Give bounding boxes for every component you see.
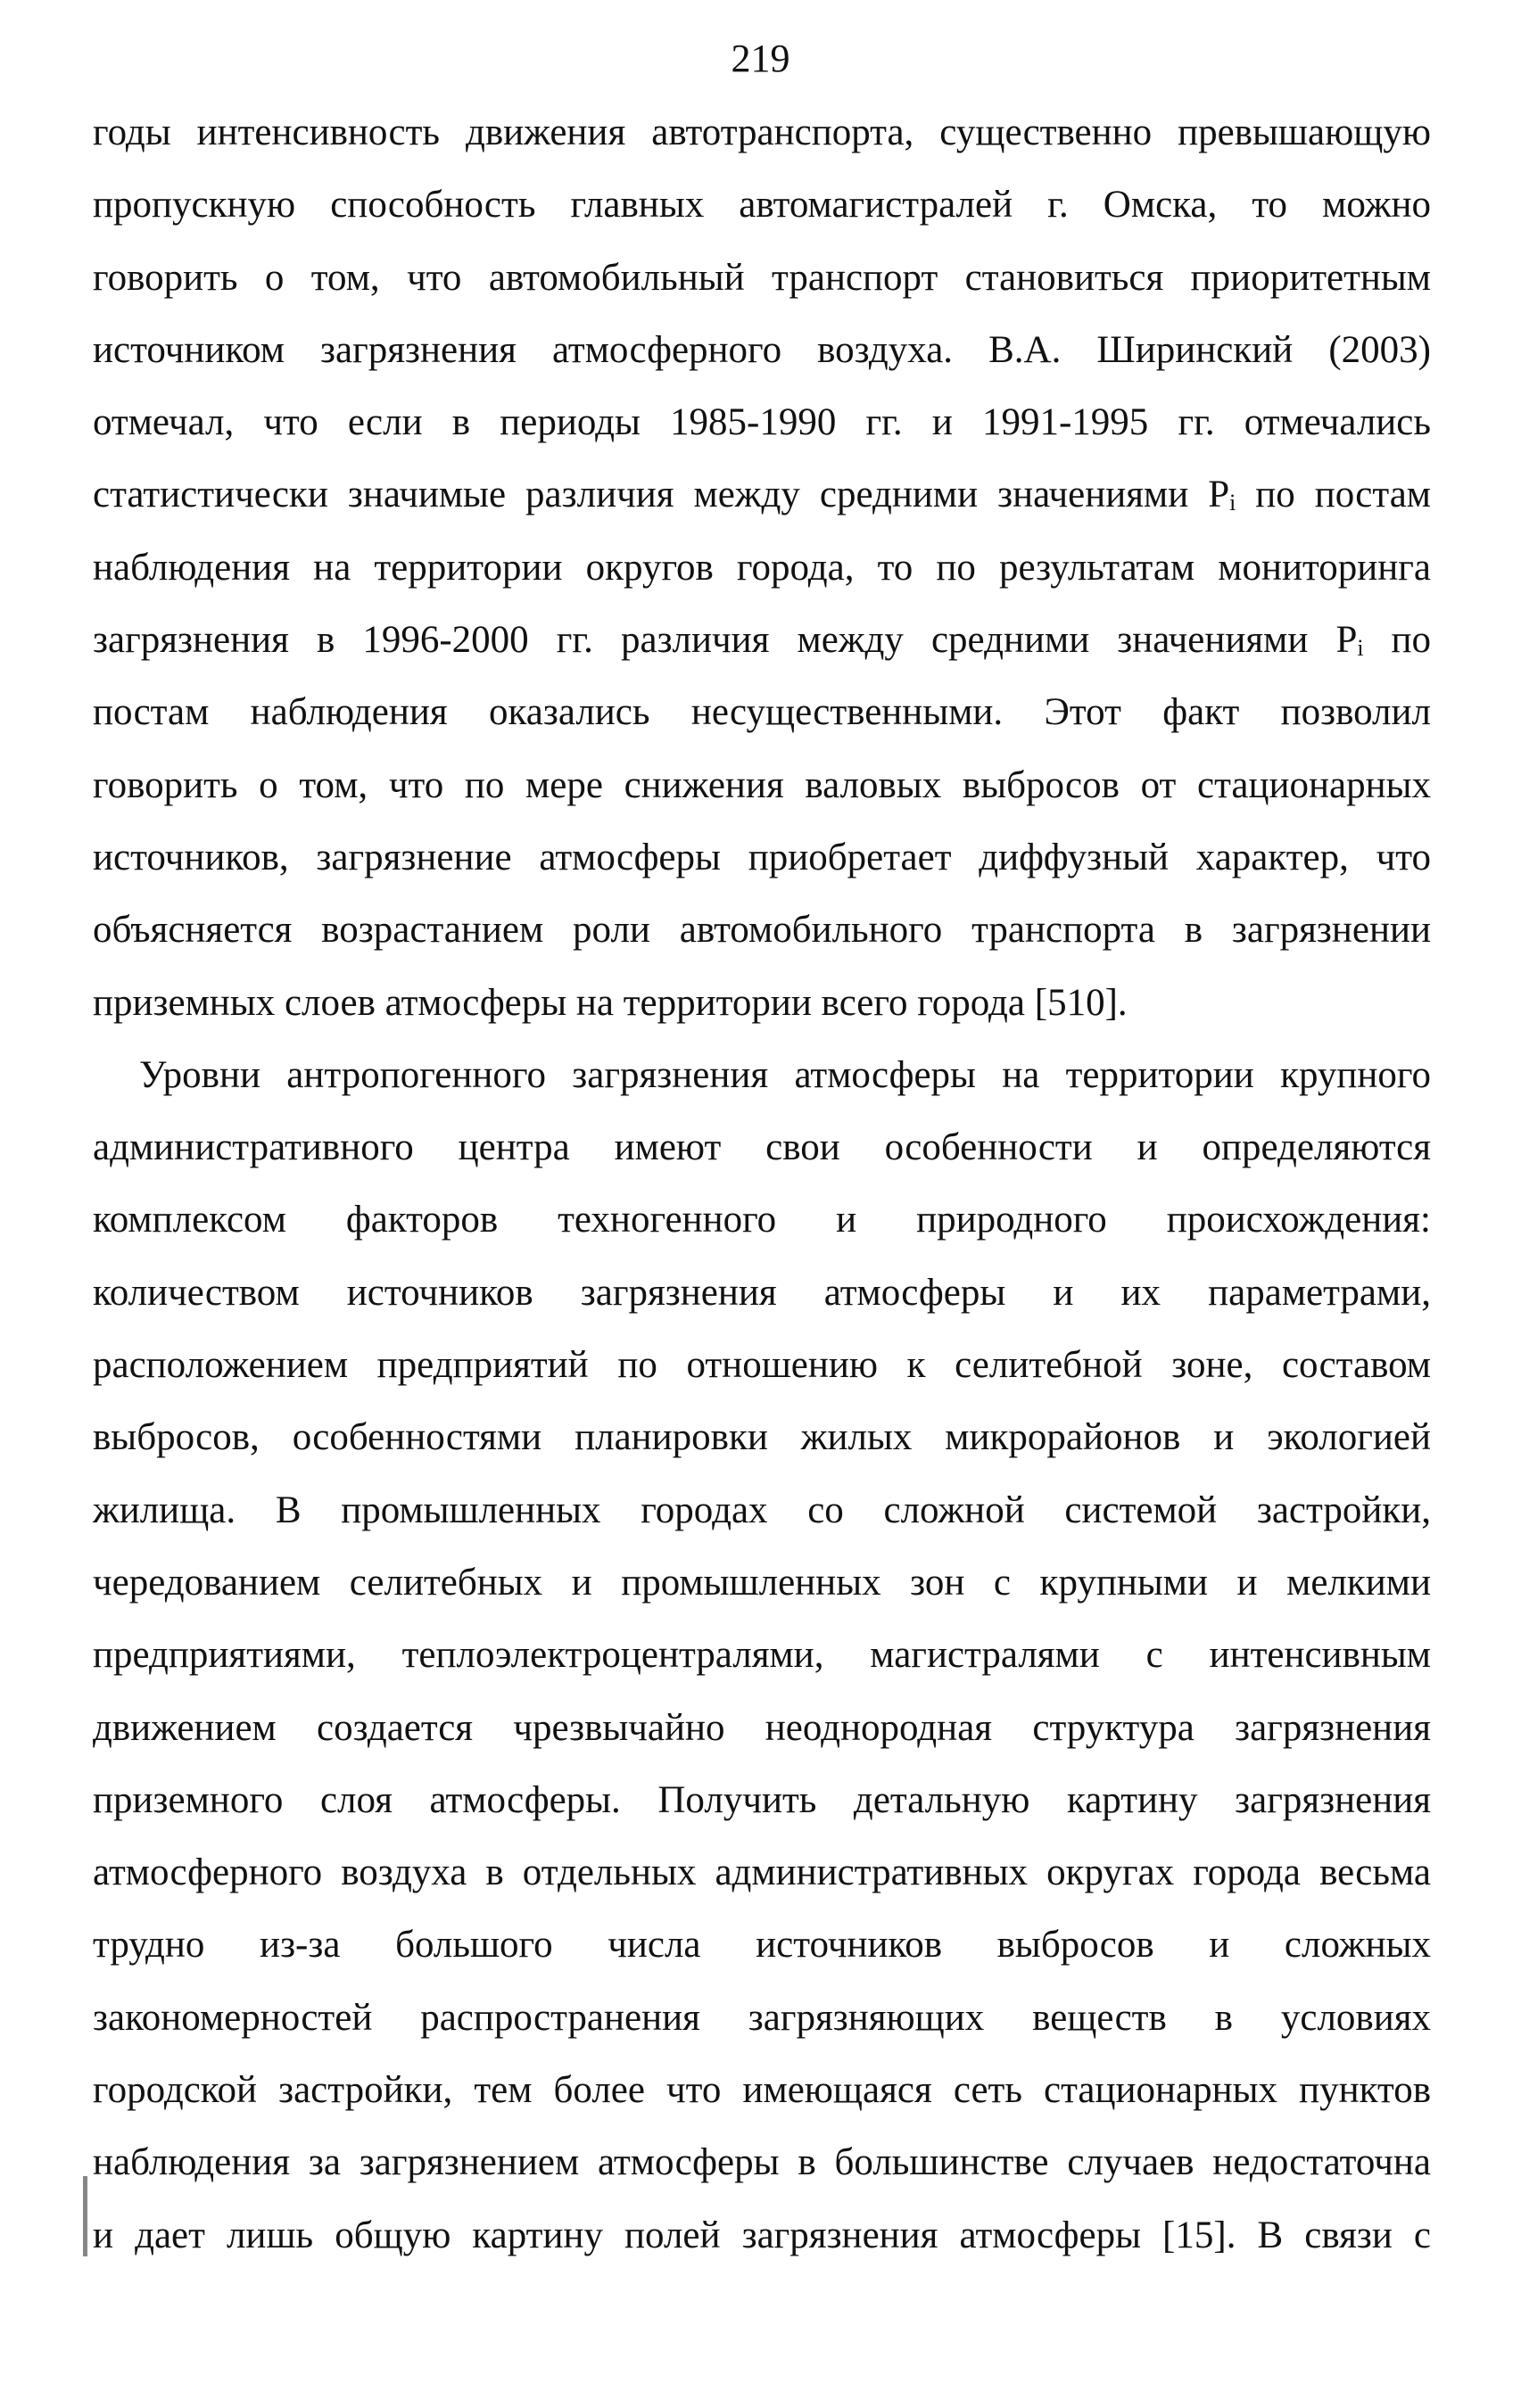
paragraph-1 (93, 96, 1431, 1039)
text-line: приземных слоев атмосферы на территории всего города [510]. (93, 981, 1128, 1024)
text-line: жилища. В промышленных городах со сложной системой застройки, (93, 1489, 1431, 1531)
text-line: предприятиями, теплоэлектроцентралями, магистралями с интенсивным (93, 1634, 1431, 1677)
scan-artifact (83, 2176, 87, 2256)
text-line: движением создается чрезвычайно неоднородная структура загрязнения (93, 1706, 1431, 1749)
text-line: отмечал, что если в периоды 1985-1990 гг. и 1991-1995 гг. отмечались (93, 401, 1431, 444)
text-line: и дает лишь общую картину полей загрязнения атмосферы [15]. В связи с (93, 2214, 1431, 2256)
text-line: источником загрязнения атмосферного воздуха. В.А. Ширинский (2003) (93, 328, 1431, 371)
text-line: городской застройки, тем более что имеющаяся сеть стационарных пунктов (93, 2069, 1431, 2112)
text-line: административного центра имеют свои особенности и определяются (93, 1126, 1431, 1169)
text-line: атмосферного воздуха в отдельных административных округах города весьма (93, 1851, 1431, 1894)
text-line: говорить о том, что автомобильный транспорт становиться приоритетным (93, 256, 1431, 299)
text-line: годы интенсивность движения автотранспорта, существенно превышающую (93, 111, 1431, 153)
page-number: 219 (731, 37, 790, 80)
text-line: чередованием селитебных и промышленных зон с крупными и мелкими (93, 1561, 1431, 1604)
text-line: закономерностей распространения загрязняющих веществ в условиях (93, 1996, 1431, 2039)
text-line: объясняется возрастанием роли автомобильного транспорта в загрязнении (93, 909, 1431, 952)
text-line: расположением предприятий по отношению к селитебной зоне, составом (93, 1344, 1431, 1387)
text-line: Уровни антропогенного загрязнения атмосферы на территории крупного (139, 1053, 1431, 1096)
text-line: наблюдения за загрязнением атмосферы в большинстве случаев недостаточна (93, 2141, 1431, 2184)
text-line: говорить о том, что по мере снижения валовых выбросов от стационарных (93, 763, 1431, 806)
text-line: выбросов, особенностями планировки жилых микрорайонов и экологией (93, 1416, 1431, 1459)
text-line: статистически значимые различия между средними значениями Pᵢ по постам (93, 474, 1431, 516)
text-line: приземного слоя атмосферы. Получить детальную картину загрязнения (93, 1778, 1431, 1821)
body-text (93, 96, 1431, 2272)
text-line: пропускную способность главных автомагистралей г. Омска, то можно (93, 184, 1431, 227)
text-line: источников, загрязнение атмосферы приобретает диффузный характер, что (93, 836, 1431, 878)
text-line: постам наблюдения оказались несущественными. Этот факт позволил (93, 691, 1431, 734)
paragraph-2 (93, 1039, 1431, 2272)
text-line: наблюдения на территории округов города, то по результатам мониторинга (93, 546, 1431, 589)
text-line: загрязнения в 1996-2000 гг. различия между средними значениями Pᵢ по (93, 619, 1431, 662)
text-line: количеством источников загрязнения атмосферы и их параметрами, (93, 1271, 1431, 1314)
text-line: трудно из-за большого числа источников выбросов и сложных (93, 1924, 1431, 1967)
text-line: комплексом факторов техногенного и природного происхождения: (93, 1199, 1431, 1241)
